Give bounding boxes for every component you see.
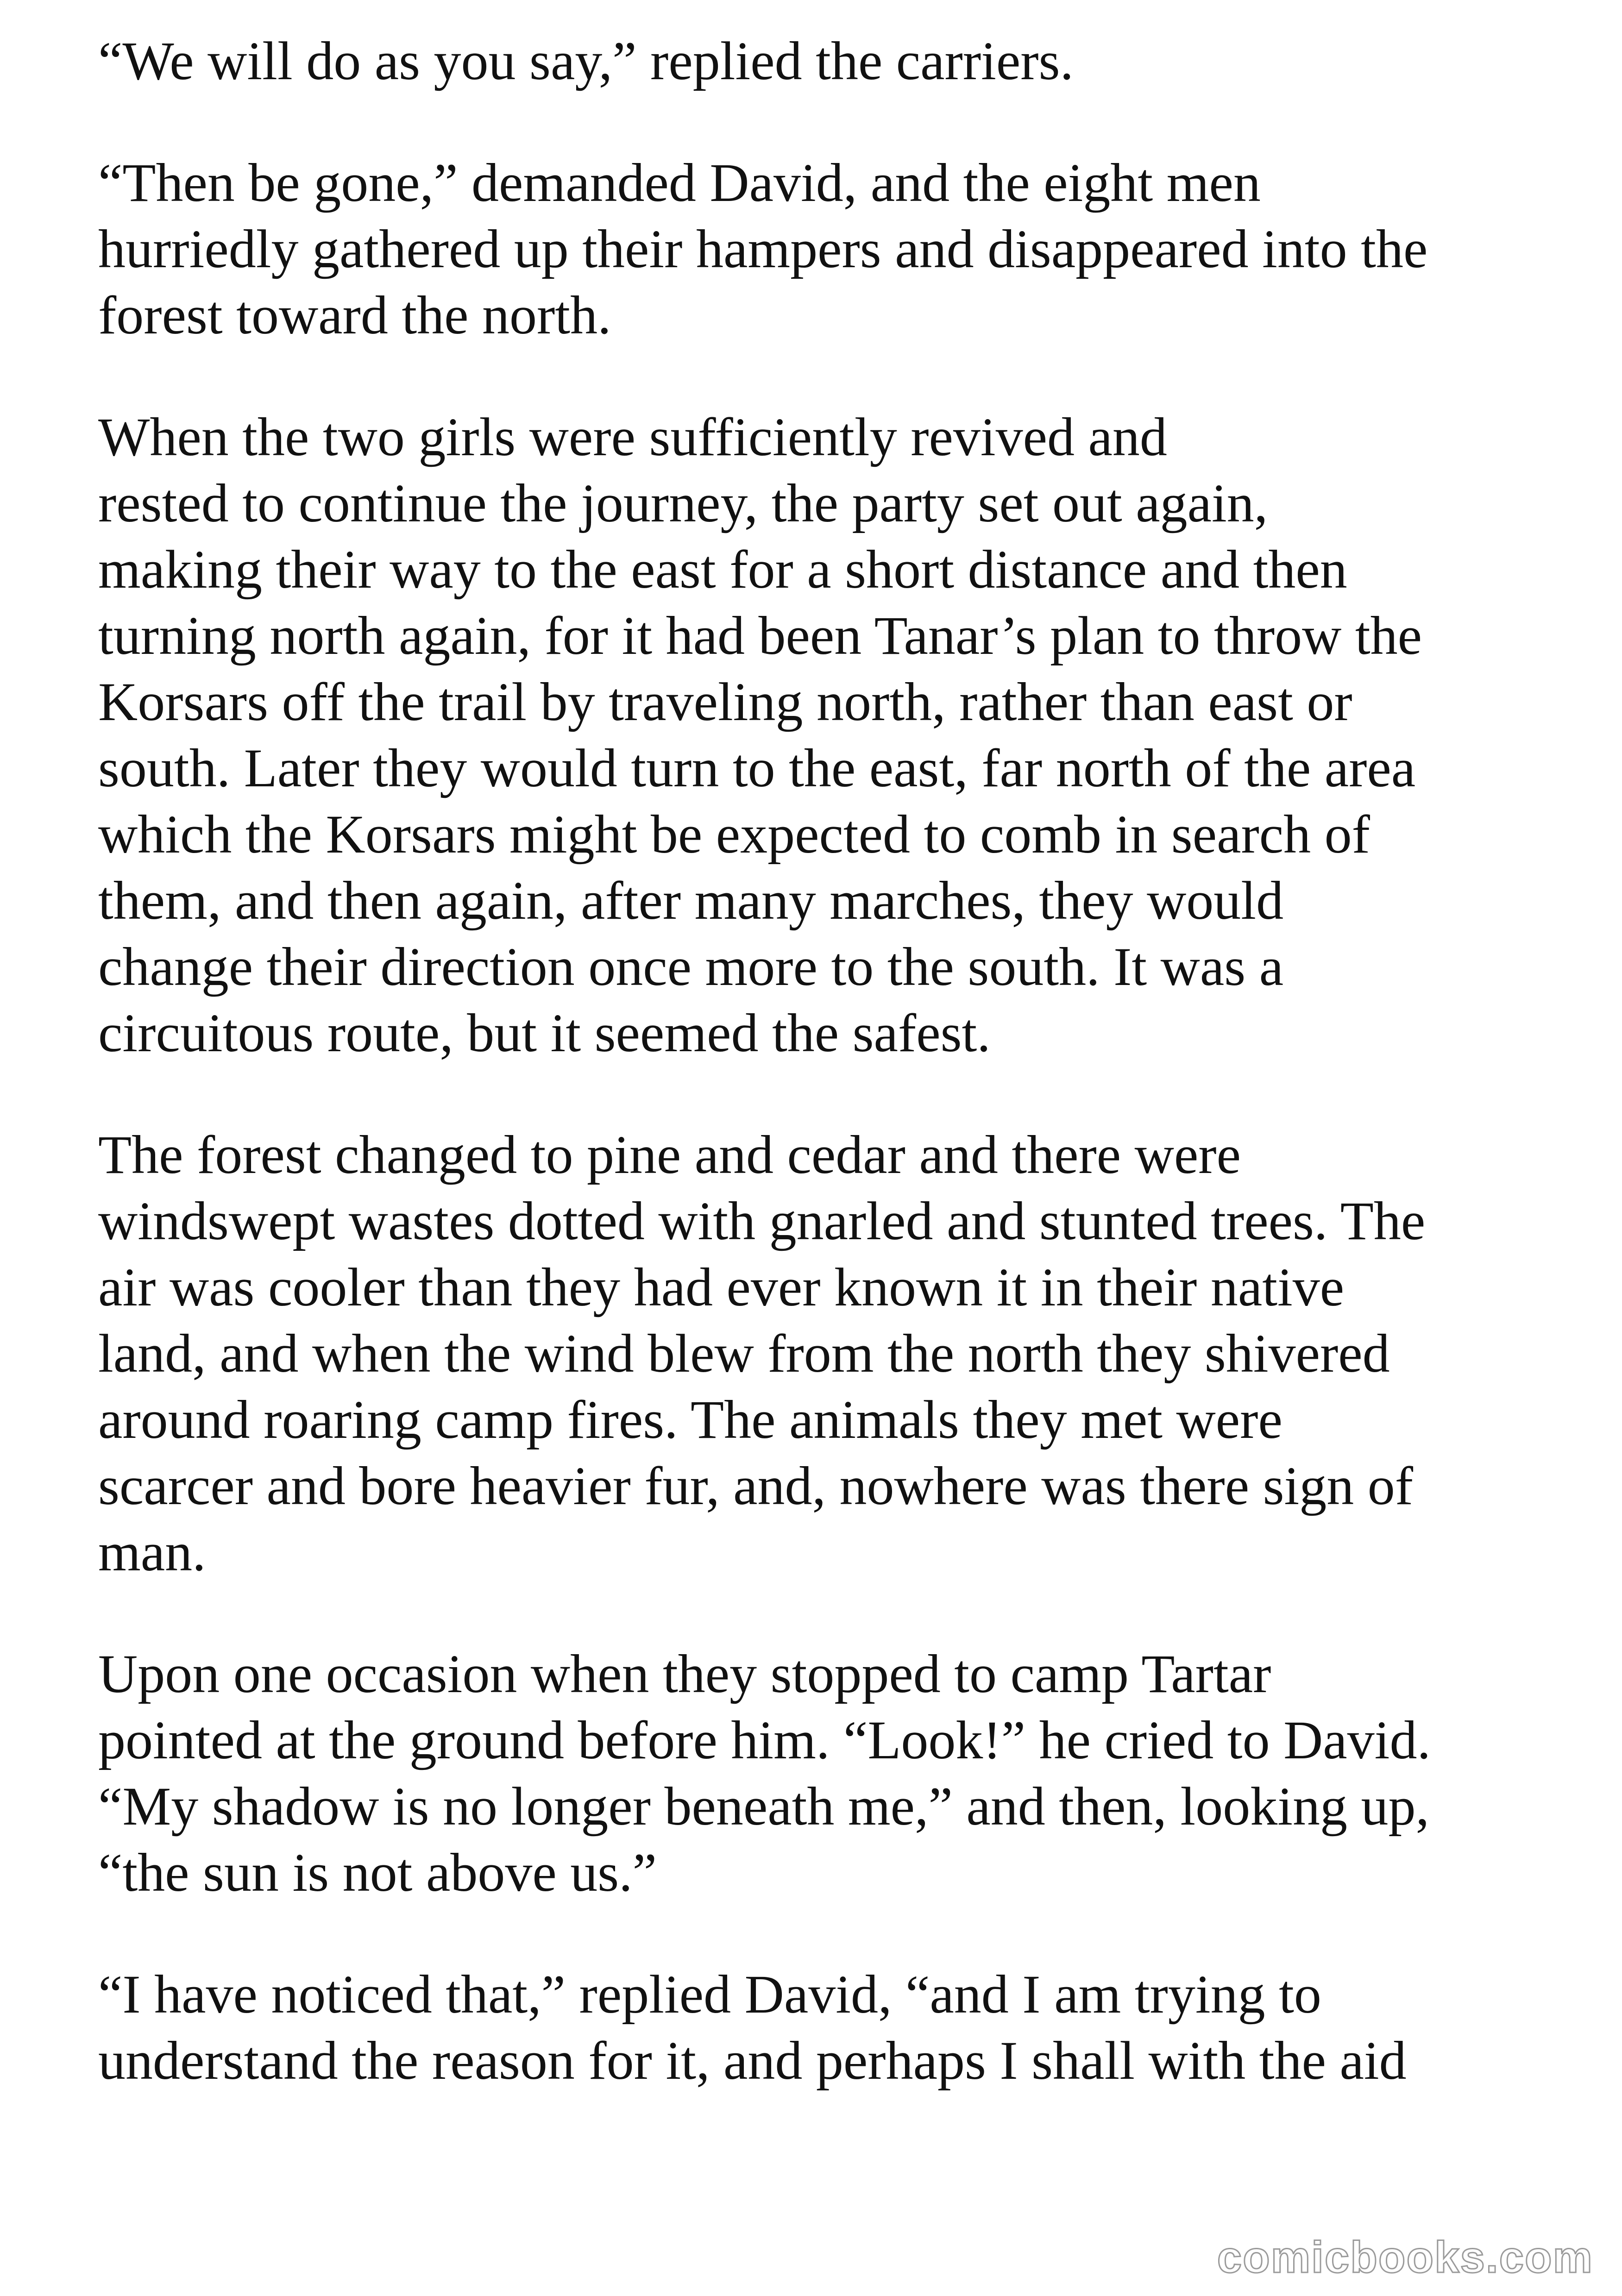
paragraph: “We will do as you say,” replied the carriers. bbox=[98, 31, 1074, 91]
watermark-logo: comicbooks.com bbox=[1217, 2233, 1593, 2282]
paragraph: “I have noticed that,” replied David, “and I am trying to understand the reason for it, and perhaps I shall with the aid bbox=[98, 1964, 1407, 2091]
body-text bbox=[98, 28, 1562, 2149]
paragraph: Upon one occasion when they stopped to camp Tartar pointed at the ground before him. “Look!” he cried to David. “My shadow is no longer beneath me,” and then, looking up, “the sun is not above us.” bbox=[98, 1644, 1431, 1903]
paragraph: The forest changed to pine and cedar and there were windswept wastes dotted with gnarled and stunted trees. The air was cooler than they had ever known it in their native land, and when the wind blew from the north they shivered around roaring camp fires. The animals they met were scarcer and bore heavier fur, and, nowhere was there sign of man. bbox=[98, 1124, 1426, 1582]
paragraph: When the two girls were sufficiently revived and rested to continue the journey, the party set out again, making their way to the east for a short distance and then turning north again, for it had been Tanar’s plan to throw the Korsars off the trail by traveling north, rather than east or south. Later they would turn to the east, far north of the area which the Korsars might be expected to comb in search of them, and then again, after many marches, they would change their direction once more to the south. It was a circuitous route, but it seemed the safest. bbox=[98, 407, 1422, 1063]
paragraph: “Then be gone,” demanded David, and the eight men hurriedly gathered up their hampers and disappeared into the forest toward the north. bbox=[98, 152, 1428, 345]
